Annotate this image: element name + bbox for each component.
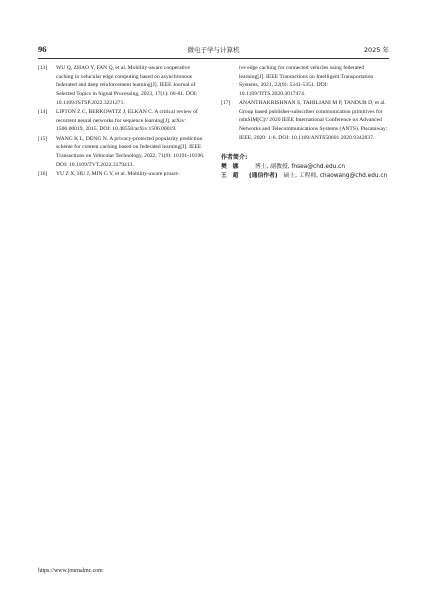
reference-text: YU Z X, HU J, MIN G Y, et al. Mobility-aware proact- xyxy=(56,170,180,177)
author-name: 樊 娜 xyxy=(221,164,239,171)
reference-number: [16] xyxy=(38,170,48,177)
author-description: 博士, 副教授, fnsea@chd.edu.cn xyxy=(255,164,346,171)
right-column xyxy=(221,64,390,181)
author-description: 硕士, 工程师, chaowang@chd.edu.cn xyxy=(283,173,388,180)
reference-item xyxy=(38,135,208,170)
page-number: 96 xyxy=(38,44,47,54)
author-name: 王 超 xyxy=(221,173,239,180)
left-column xyxy=(38,64,208,179)
reference-text: WANG K L, DENG N. A privacy-protected popularity prediction scheme for content caching based on federated learning[J]. IEEE Transactions on Vehicular Technology, 2022, 71(9): 10191-10196. DOI: 10.1109/TVT.2022.3179413. xyxy=(56,135,205,168)
footer-url[interactable]: https://www.journalmc.com xyxy=(38,568,103,574)
author-bios xyxy=(221,153,390,181)
reference-number: [14] xyxy=(38,109,48,116)
publication-year: 2025 年 xyxy=(363,46,389,54)
author-entry xyxy=(221,172,390,181)
reference-number: [17] xyxy=(221,99,231,106)
author-role: (通信作者) xyxy=(249,173,278,180)
reference-text: WU Q, ZHAO Y, FAN Q, et al. Mobility-aware cooperative caching in vehicular edge computing based on asynchronous federated and deep reinforcement learning[J]. IEEE Journal of Selected Topics in Signal Processing, 2023, 17(1): 66-81. DOI: 10.1109/JSTSP.2022.3221271. xyxy=(56,65,198,106)
reference-item xyxy=(38,64,208,108)
reference-item xyxy=(38,108,208,134)
header-rule xyxy=(38,58,389,59)
reference-text: LIPTON Z C, BERKOWITZ J, ELKAN C. A critical review of recurrent neural networks for sequence learning[J]. arXiv: 1506.00019, 2015. DOI: 10.48550/arXiv.1506.00019. xyxy=(56,109,198,133)
reference-number: [13] xyxy=(38,65,48,71)
reference-item xyxy=(221,99,390,143)
journal-title: 微电子学与计算机 xyxy=(187,46,240,54)
reference-item xyxy=(38,170,208,179)
reference-number: [15] xyxy=(38,135,48,142)
reference-text: ANANTHAKRISHNAN S, TAHILIANI M P, TANDUR D, et al. Group based publisher-subscriber communication primitives for ndnSIM[C]// 2020 IEEE International Conference on Advanced Networks and Telecommunications Systems (ANTS). Piscataway: IEEE, 2020: 1-6. DOI: 10.1109/ANTS50601.2020.9342837. xyxy=(239,99,388,141)
running-header xyxy=(38,44,389,56)
author-bios-title: 作者简介: xyxy=(221,154,248,162)
author-entry xyxy=(221,163,390,172)
reference-continuation: ive edge caching for connected vehicles using federated learning[J]. IEEE Transactions on Intelligent Transportation Systems, 2021, 22(8): 5341-5351. DOI: 10.1109/TITS.2020.3017474. xyxy=(239,65,374,98)
